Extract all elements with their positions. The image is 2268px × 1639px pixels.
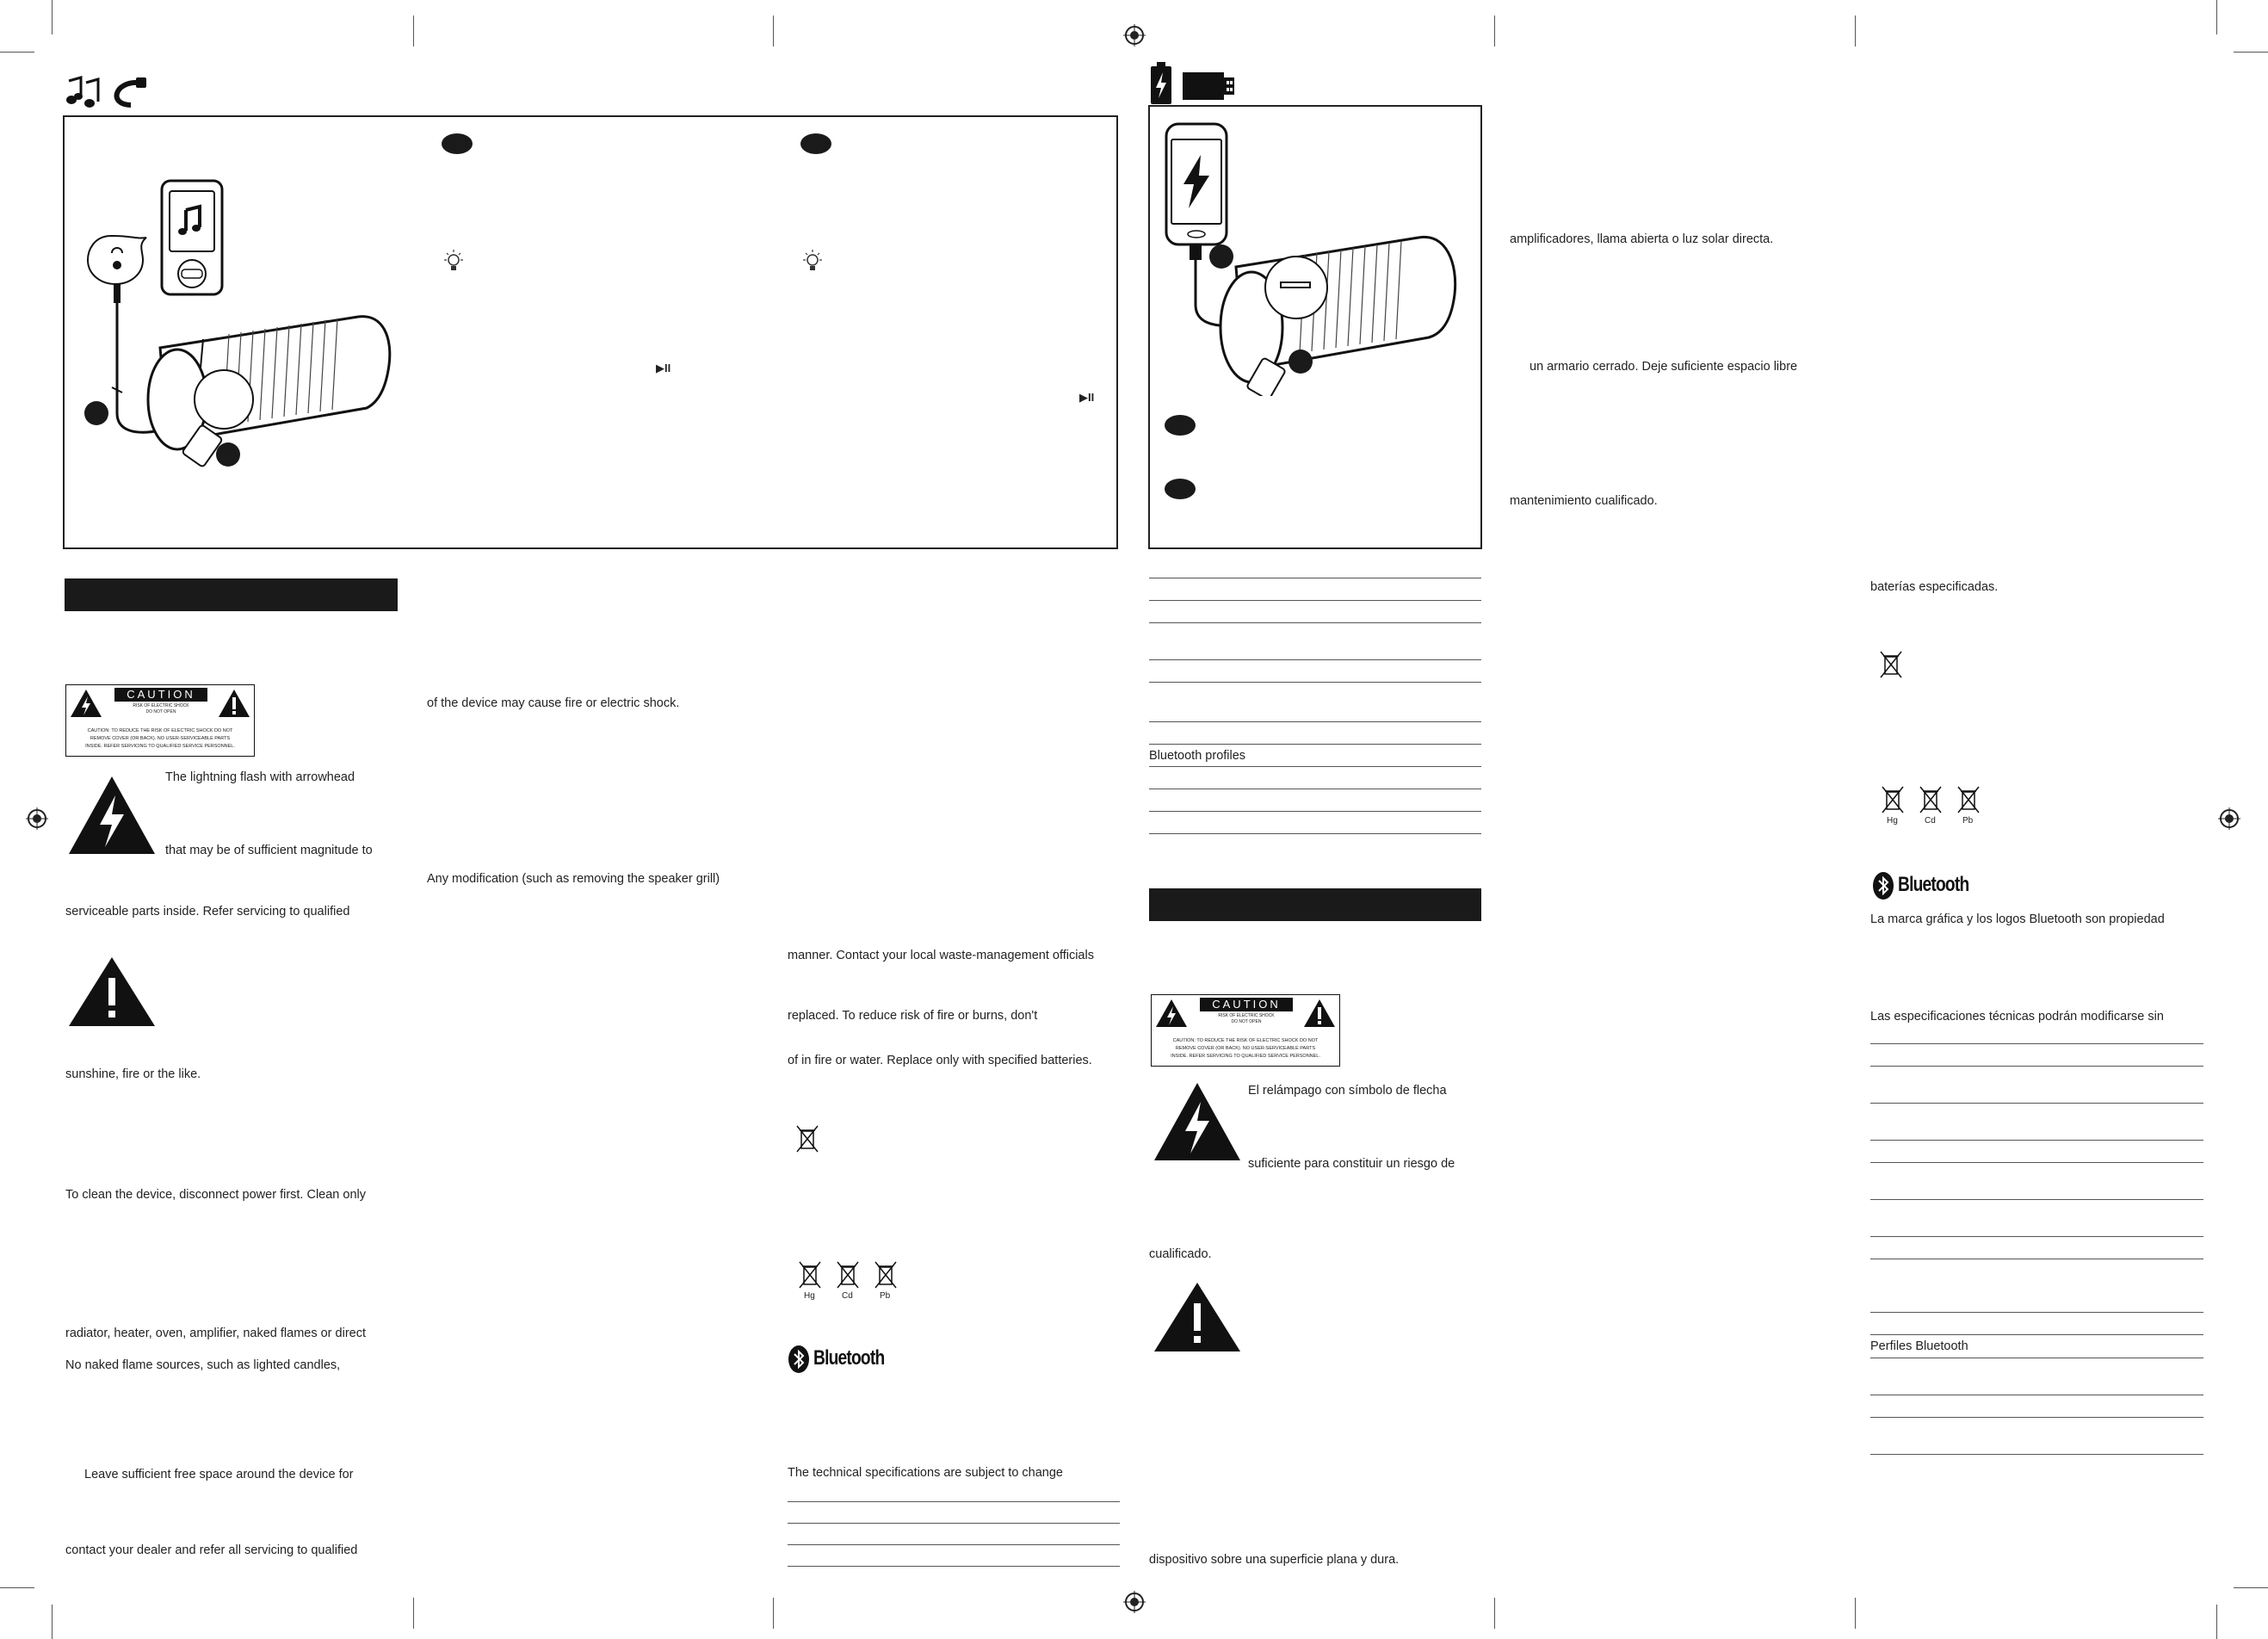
- crop-mark: [0, 1587, 34, 1588]
- exclamation-triangle-icon: [218, 689, 250, 718]
- rule-line: [1149, 622, 1481, 623]
- rule-line: [1149, 766, 1481, 767]
- rule-line: [1870, 1334, 2203, 1335]
- caution-line: INSIDE. REFER SERVICING TO QUALIFIED SERVICE PERSONNEL.: [85, 744, 235, 749]
- headphone-jack-callout: [86, 234, 150, 288]
- body-text: un armario cerrado. Deje suficiente espacio libre: [1530, 360, 1798, 374]
- audio-cable-icon: [105, 76, 148, 110]
- lightning-triangle-icon: [70, 689, 102, 718]
- rule-line: [788, 1566, 1120, 1567]
- media-player-illustration: [160, 179, 224, 296]
- caution-line: RISK OF ELECTRIC SHOCK: [133, 703, 189, 708]
- body-text: La marca gráfica y los logos Bluetooth son propiedad: [1870, 912, 2165, 926]
- battery-charging-icon: [1150, 62, 1172, 105]
- chemical-bins: [792, 1260, 904, 1302]
- body-text: of the device may cause fire or electric shock.: [427, 696, 680, 710]
- language-badge: [1165, 415, 1196, 436]
- crop-mark: [2216, 0, 2217, 34]
- crop-mark: [773, 1598, 774, 1629]
- rule-line: [1149, 721, 1481, 722]
- bluetooth-wordmark: Bluetooth: [813, 1346, 885, 1370]
- rule-line: [1870, 1066, 2203, 1067]
- chem-label: Hg: [804, 1291, 815, 1301]
- speaker-illustration: [1202, 232, 1460, 396]
- crop-mark: [773, 15, 774, 46]
- body-text: Leave sufficient free space around the device for: [84, 1468, 354, 1481]
- step-badge: [1209, 244, 1233, 269]
- chem-label: Cd: [842, 1291, 853, 1301]
- body-text: The lightning flash with arrowhead: [165, 770, 355, 784]
- registration-target-icon: [26, 807, 48, 830]
- crop-mark: [2216, 1605, 2217, 1639]
- caution-title: CAUTION: [114, 688, 207, 702]
- body-text: sunshine, fire or the like.: [65, 1067, 201, 1081]
- step-badge: [84, 401, 108, 425]
- bluetooth-wordmark: Bluetooth: [1898, 873, 1969, 896]
- caution-line: CAUTION: TO REDUCE THE RISK OF ELECTRIC SHOCK DO NOT: [87, 728, 233, 733]
- body-text: radiator, heater, oven, amplifier, naked flames or direct: [65, 1327, 366, 1340]
- caution-line: INSIDE. REFER SERVICING TO QUALIFIED SERVICE PERSONNEL.: [1171, 1054, 1320, 1059]
- body-text: that may be of sufficient magnitude to: [165, 844, 373, 857]
- body-text: Las especificaciones técnicas podrán modificarse sin: [1870, 1010, 2164, 1024]
- body-text: Any modification (such as removing the speaker grill): [427, 872, 720, 886]
- crossed-bin-icon: [1880, 650, 1902, 679]
- body-text: mantenimiento cualificado.: [1510, 494, 1658, 508]
- lightning-triangle-icon: [1153, 1081, 1242, 1162]
- caution-label: [1151, 994, 1340, 1067]
- caution-line: REMOVE COVER (OR BACK). NO USER-SERVICEABLE PARTS: [90, 736, 231, 741]
- rule-line: [1870, 1162, 2203, 1163]
- rule-line: [1149, 744, 1481, 745]
- rule-line: [1870, 1236, 2203, 1237]
- crossed-bin-icon: [796, 1124, 819, 1153]
- tip-lightbulb-icon: [801, 250, 824, 275]
- rule-line: [1870, 1140, 2203, 1141]
- rule-line: [788, 1544, 1120, 1545]
- rule-line: [788, 1523, 1120, 1524]
- bt-profiles-label: Perfiles Bluetooth: [1870, 1339, 1968, 1353]
- body-text: The technical specifications are subject to change: [788, 1466, 1063, 1480]
- body-text: baterías especificadas.: [1870, 580, 1999, 594]
- body-text: To clean the device, disconnect power first. Clean only: [65, 1188, 366, 1202]
- caution-label: [65, 684, 255, 757]
- body-text: contact your dealer and refer all servicing to qualified: [65, 1543, 358, 1557]
- step-badge: [216, 442, 240, 467]
- smartphone-illustration: [1165, 122, 1228, 246]
- chemical-bins: [1875, 785, 1987, 826]
- crop-mark: [1855, 1598, 1856, 1629]
- body-text: El relámpago con símbolo de flecha: [1248, 1084, 1447, 1098]
- caution-line: DO NOT OPEN: [145, 709, 176, 714]
- music-notes-icon: [64, 76, 102, 110]
- body-text: amplificadores, llama abierta o luz solar directa.: [1510, 232, 1774, 246]
- rule-line: [788, 1501, 1120, 1502]
- rule-line: [1149, 833, 1481, 834]
- crop-mark: [1494, 15, 1495, 46]
- rule-line: [1149, 682, 1481, 683]
- language-badge: [1165, 479, 1196, 499]
- body-text: replaced. To reduce risk of fire or burns, don't: [788, 1009, 1038, 1023]
- caution-title: CAUTION: [1200, 998, 1293, 1011]
- exclamation-triangle-icon: [1153, 1281, 1242, 1353]
- bt-profiles-label: Bluetooth profiles: [1149, 749, 1246, 763]
- registration-target-icon: [2218, 807, 2240, 830]
- play-pause-glyph: ▶II: [1079, 391, 1095, 404]
- crop-mark: [413, 15, 414, 46]
- body-text: serviceable parts inside. Refer servicing to qualified: [65, 905, 350, 918]
- body-text: dispositivo sobre una superficie plana y dura.: [1149, 1553, 1400, 1567]
- rule-line: [1870, 1103, 2203, 1104]
- body-text: of in fire or water. Replace only with specified batteries.: [788, 1054, 1092, 1067]
- lightning-triangle-icon: [1155, 999, 1188, 1028]
- play-pause-glyph: ▶II: [656, 362, 671, 374]
- rule-line: [1870, 1454, 2203, 1455]
- crossed-bin-icon: [871, 1260, 900, 1290]
- body-text: suficiente para constituir un riesgo de: [1248, 1157, 1455, 1171]
- exclamation-triangle-icon: [1303, 999, 1336, 1028]
- chem-label: Pb: [1962, 816, 1974, 826]
- crossed-bin-icon: [1916, 785, 1945, 814]
- body-text: manner. Contact your local waste-management officials: [788, 949, 1094, 962]
- rule-line: [1870, 1417, 2203, 1418]
- rule-line: [1870, 1043, 2203, 1044]
- rule-line: [1870, 1199, 2203, 1200]
- crop-mark: [52, 1605, 53, 1639]
- crossed-bin-icon: [833, 1260, 862, 1290]
- lightning-triangle-icon: [67, 775, 157, 856]
- language-badge: [442, 133, 473, 154]
- caution-line: CAUTION: TO REDUCE THE RISK OF ELECTRIC SHOCK DO NOT: [1172, 1038, 1319, 1043]
- section-header-bar: [65, 578, 398, 611]
- crossed-bin-icon: [795, 1260, 825, 1290]
- caution-line: RISK OF ELECTRIC SHOCK: [1218, 1013, 1275, 1018]
- step-badge: [1288, 349, 1313, 374]
- chem-label: Cd: [1925, 816, 1936, 826]
- crop-mark: [52, 0, 53, 34]
- crop-mark: [2234, 52, 2268, 53]
- chem-label: Pb: [880, 1291, 891, 1301]
- rule-line: [1149, 600, 1481, 601]
- registration-target-icon: [1123, 1591, 1146, 1613]
- rule-line: [1870, 1312, 2203, 1313]
- registration-target-icon: [1123, 24, 1146, 46]
- crop-mark: [1494, 1598, 1495, 1629]
- bluetooth-rune-icon: [788, 1345, 810, 1374]
- crop-mark: [413, 1598, 414, 1629]
- language-badge: [800, 133, 831, 154]
- crossed-bin-icon: [1954, 785, 1983, 814]
- body-text: cualificado.: [1149, 1247, 1212, 1261]
- caution-line: DO NOT OPEN: [1231, 1019, 1262, 1024]
- crop-mark: [2234, 1587, 2268, 1588]
- tip-lightbulb-icon: [442, 250, 465, 275]
- usb-stick-icon: [1183, 71, 1236, 102]
- chem-label: Hg: [1887, 816, 1898, 826]
- crop-mark: [1855, 15, 1856, 46]
- speaker-illustration: [134, 313, 392, 468]
- body-text: No naked flame sources, such as lighted candles,: [65, 1358, 341, 1372]
- caution-line: REMOVE COVER (OR BACK). NO USER-SERVICEABLE PARTS: [1175, 1046, 1316, 1051]
- exclamation-triangle-icon: [67, 956, 157, 1028]
- rule-line: [1149, 659, 1481, 660]
- rule-line: [1149, 811, 1481, 812]
- crossed-bin-icon: [1878, 785, 1907, 814]
- section-header-bar: [1149, 888, 1481, 921]
- crop-mark: [0, 52, 34, 53]
- bluetooth-rune-icon: [1872, 871, 1894, 900]
